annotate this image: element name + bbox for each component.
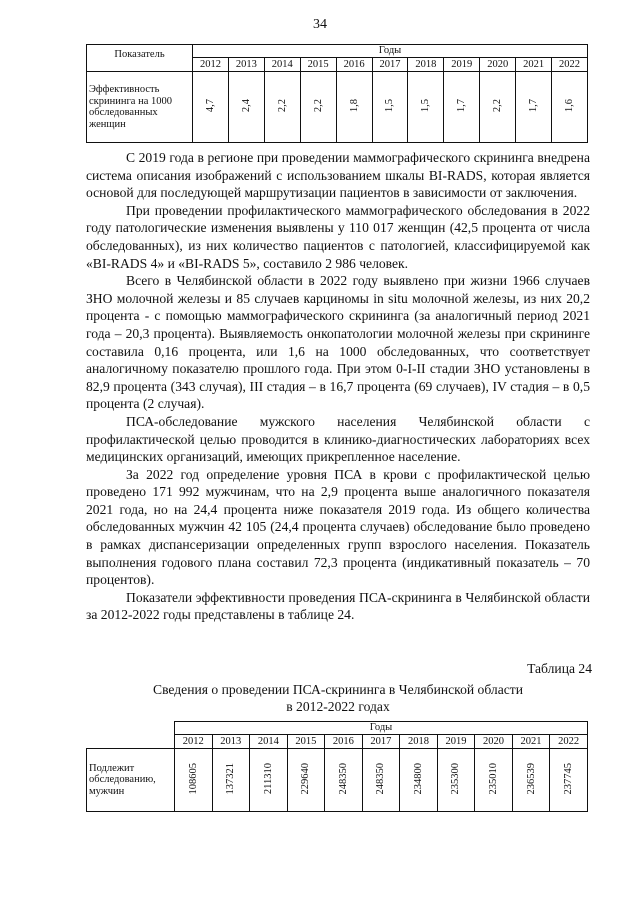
table-cell [516,72,552,143]
table-cell [400,749,438,812]
table-cell [512,749,550,812]
cell-value: 4,7 [204,98,216,113]
year-header: 2022 [552,58,588,72]
paragraph: ПСА-обследование мужского населения Челябинской области с профилактической целью проводится в клинико-диагностических лабораториях всех медицинских организаций, имеющих прикрепленное население. [86,413,590,465]
year-header: 2012 [175,735,213,749]
cell-value: 235010 [488,762,500,795]
page-number: 34 [313,17,327,32]
year-header: 2013 [228,58,264,72]
year-header: 2021 [512,735,550,749]
table-row [87,749,588,812]
cell-value: 248350 [337,762,349,795]
year-header: 2020 [475,735,513,749]
year-header: 2014 [264,58,300,72]
table-cell [228,72,264,143]
paragraph: При проведении профилактического маммографического обследования в 2022 году патологические изменения выявлены у 110 017 женщин (42,5 процента от числа обследованных), из них количество пациентов с патологией, классифицируемой как «BI-RADS 4» и «BI-RADS 5», составило 2 986 человек. [86,202,590,271]
year-header: 2017 [362,735,400,749]
cell-value: 2,4 [240,98,252,113]
psa-screening-table [86,721,588,812]
year-header: 2022 [550,735,588,749]
table-cell [300,72,336,143]
year-header: 2017 [372,58,408,72]
cell-value: 137321 [225,762,237,795]
cell-value: 1,5 [420,98,432,113]
table-cell [212,749,250,812]
table-cell [550,749,588,812]
year-header: 2019 [437,735,475,749]
table-cell [437,749,475,812]
table-title-line: в 2012-2022 годах [286,699,390,714]
table-cell [444,72,480,143]
table-cell [362,749,400,812]
cell-value: 108605 [187,762,199,795]
year-header: 2015 [287,735,325,749]
year-header: 2014 [250,735,288,749]
cell-value: 248350 [375,762,387,795]
year-header: 2015 [300,58,336,72]
year-header: 2016 [336,58,372,72]
year-header: 2020 [480,58,516,72]
table-cell [193,72,229,143]
paragraph: Всего в Челябинской области в 2022 году выявлено при жизни 1966 случаев ЗНО молочной железы и 85 случаев карциномы in situ молочной железы, из них 20,2 процента - с помощью маммографического скрининга (за аналогичный период 2021 года – 20,3 процента). Выявляемость онкопатологии молочной железы при скрининге составила 0,16 процента, или 1,6 на 1000 обследованных, что соответствует аналогичному показателю прошлого года. При этом 0-I-II стадии ЗНО установлены в 82,9 процента (343 случая), III стадия – в 16,7 процента (69 случаев), IV стадия – в 0,5 процента (2 случая). [86,273,590,412]
cell-value: 1,7 [528,98,540,113]
table-cell [480,72,516,143]
year-header: 2019 [444,58,480,72]
year-header: 2018 [400,735,438,749]
table-row [87,72,588,143]
indicator-header: Показатель [87,45,193,72]
year-header: 2012 [193,58,229,72]
cell-value: 237745 [563,762,575,795]
cell-value: 2,2 [492,98,504,113]
table-cell [408,72,444,143]
table-cell [372,72,408,143]
table-cell [264,72,300,143]
year-header: 2018 [408,58,444,72]
cell-value: 1,5 [384,98,396,113]
paragraph: За 2022 год определение уровня ПСА в крови с профилактической целью проведено 171 992 мужчинам, что на 2,9 процента выше аналогичного показателя 2021 года, но на 24,4 процента ниже показателя 2019 года. Из общего количества обследованных мужчин 42 105 (24,4 процента случаев) обследование было проведено в рамках диспансеризации определенных групп взрослого населения. Показатель выполнения годового плана составил 72,3 процента (индикативный показатель – 70 процентов). [86,466,590,588]
cell-value: 234800 [412,762,424,795]
cell-value: 2,2 [312,98,324,113]
cell-value: 229640 [300,762,312,795]
year-header: 2013 [212,735,250,749]
cell-value: 211310 [262,762,274,795]
paragraph: Показатели эффективности проведения ПСА-скрининга в Челябинской области за 2012-2022 годы представлены в таблице 24. [86,589,590,623]
table-number-label: Таблица 24 [527,661,592,676]
year-header: 2016 [325,735,363,749]
table-cell [552,72,588,143]
cell-value: 1,6 [564,98,576,113]
row-label: Подлежит обследованию, мужчин [87,749,175,812]
table-cell [287,749,325,812]
paragraph: С 2019 года в регионе при проведении маммографического скрининга внедрена система описания изображений с использованием шкалы BI-RADS, которая является основой для последующей маршрутизации пациентов в зависимости от заключения. [86,150,590,201]
table-title [86,681,590,715]
years-header: Годы [175,722,588,735]
cell-value: 1,8 [348,98,360,113]
cell-value: 236539 [525,762,537,795]
table-cell [325,749,363,812]
body-text [86,149,590,624]
row-label: Эффективность скрининга на 1000 обследованных женщин [87,72,193,143]
table-cell [475,749,513,812]
year-header: 2021 [516,58,552,72]
table-cell [336,72,372,143]
cell-value: 1,7 [456,98,468,113]
table-cell [250,749,288,812]
screening-efficiency-table [86,44,588,143]
header-corner [87,722,175,749]
years-header: Годы [193,45,588,58]
cell-value: 2,2 [276,98,288,113]
table-title-line: Сведения о проведении ПСА-скрининга в Челябинской области [153,682,523,697]
table-cell [175,749,213,812]
cell-value: 235300 [450,762,462,795]
